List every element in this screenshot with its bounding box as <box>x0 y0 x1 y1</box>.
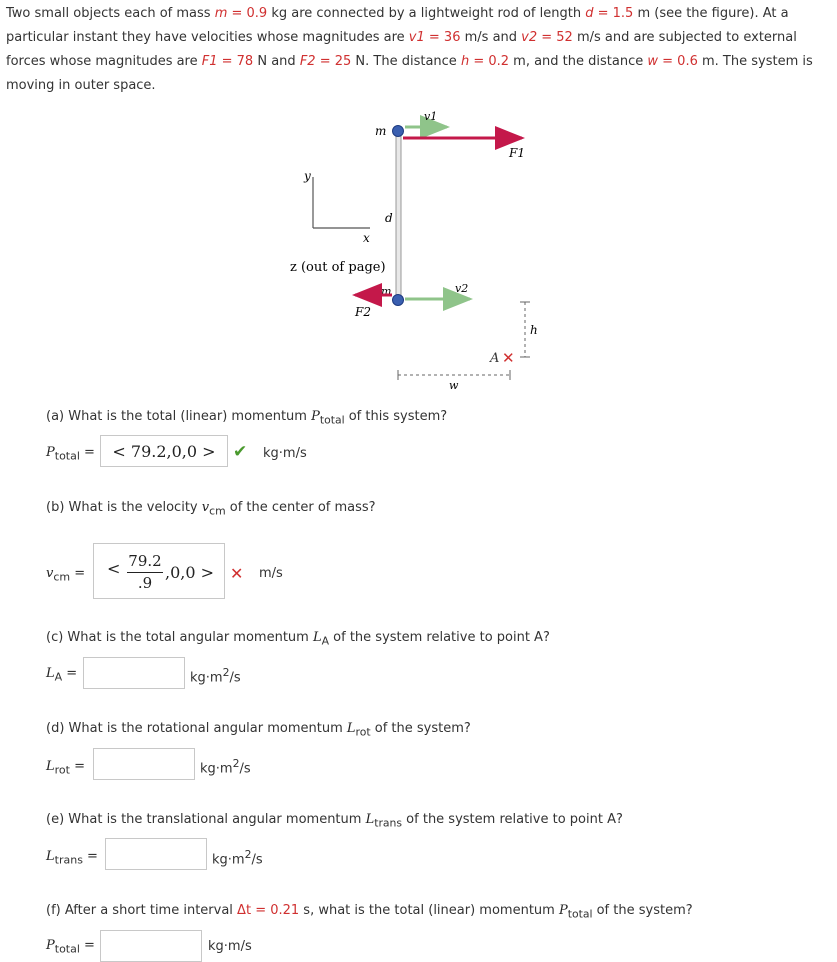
question-a: (a) What is the total (linear) momentum $P_{total}$ of this system? <box>46 409 448 427</box>
units-a: kg·m/s <box>263 446 307 461</box>
label-p-total: $P_{total}$ = <box>46 445 95 463</box>
question-f: (f) After a short time interval Δt = 0.21 s, what is the total (linear) momentum $P_{total}$ of the system? <box>46 903 693 921</box>
answer-e-input[interactable] <box>105 838 207 870</box>
answer-d-input[interactable] <box>93 748 195 780</box>
y-axis-label: y <box>304 169 311 183</box>
label-v-cm: $v_{cm}$ = <box>46 566 86 584</box>
units-f: kg·m/s <box>208 939 252 954</box>
units-c: $kg\cdot m^2/s$ <box>190 666 241 686</box>
question-c: (c) What is the total angular momentum $L_A$ of the system relative to point A? <box>46 630 550 648</box>
correct-check-icon: ✔ <box>233 442 248 462</box>
w-label: w <box>449 379 459 392</box>
question-b: (b) What is the velocity $v_{cm}$ of the center of mass? <box>46 500 376 518</box>
top-mass-label: m <box>375 124 387 138</box>
question-e: (e) What is the translational angular momentum $L_{trans}$ of the system relative to point A? <box>46 812 623 830</box>
label-p-total-f: $P_{total}$ = <box>46 938 95 956</box>
answer-a-input[interactable]: < 79.2,0,0 > <box>100 435 228 467</box>
incorrect-x-icon: ✕ <box>230 564 244 583</box>
point-A-marker: ✕ <box>502 349 515 367</box>
units-e: $kg\cdot m^2/s$ <box>212 848 263 868</box>
rod <box>396 131 401 301</box>
F1-label: F1 <box>509 146 525 160</box>
bottom-mass <box>393 295 404 306</box>
answer-f-input[interactable] <box>100 930 202 962</box>
x-axis-label: x <box>363 231 370 245</box>
z-axis-label: z (out of page) <box>290 260 386 275</box>
label-L-A: $L_A$ = <box>46 666 78 684</box>
answer-c-input[interactable] <box>83 657 185 689</box>
top-mass <box>393 126 404 137</box>
v2-label: v2 <box>455 282 469 295</box>
label-L-rot: $L_{rot}$ = <box>46 759 85 777</box>
problem-statement: Two small objects each of mass m = 0.9 kg are connected by a lightweight rod of length d = 1.5 m (see the figure). At a particular instant they have velocities whose magnitudes are v1 = 36 m/s and v2 = 52 m/s and are subjected to external forces whose magnitudes are F1 = 78 N and F2 = 25 N. The distance h = 0.2 m, and the distance w = 0.6 m. The system is moving in outer space. <box>6 6 813 93</box>
units-d: $kg\cdot m^2/s$ <box>200 757 251 777</box>
point-A-label: A <box>490 351 500 366</box>
question-d: (d) What is the rotational angular momentum $L_{rot}$ of the system? <box>46 721 471 739</box>
h-label: h <box>530 323 538 337</box>
v1-label: v1 <box>424 110 438 123</box>
F2-label: F2 <box>355 305 371 319</box>
answer-b-input[interactable]: < 79.2 .9 ,0,0 > <box>93 543 225 599</box>
d-label: d <box>385 211 393 225</box>
physics-figure <box>0 0 837 400</box>
units-b: m/s <box>259 566 283 581</box>
bottom-mass-label: m <box>381 285 392 298</box>
label-L-trans: $L_{trans}$ = <box>46 849 98 867</box>
